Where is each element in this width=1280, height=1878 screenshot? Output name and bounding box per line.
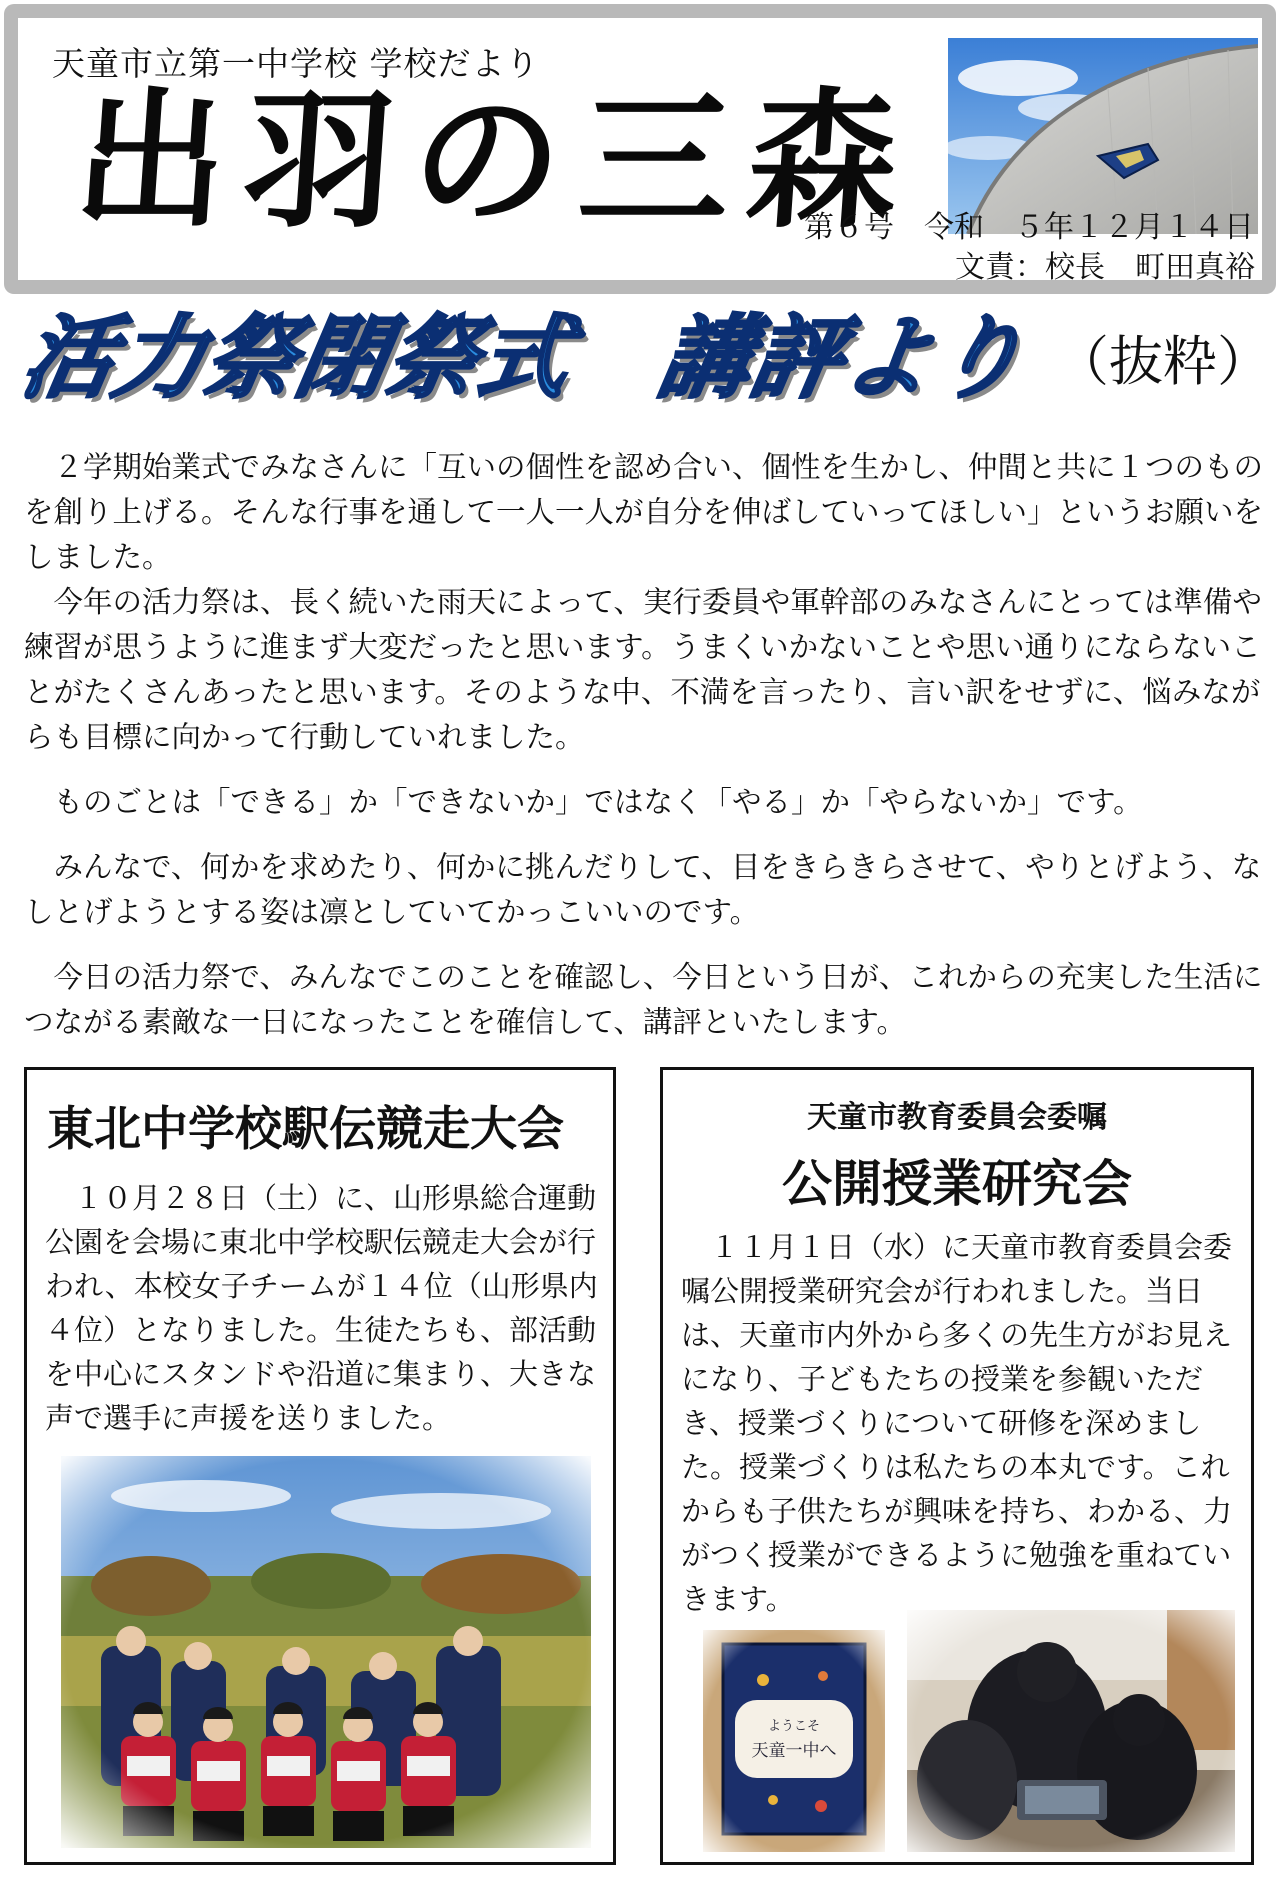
principal-review-article: [24, 445, 1264, 1045]
welcome-poster-photo: [703, 1630, 885, 1852]
article-paragraph: ものごとは「できる」か「できないか」ではなく「やる」か「やらないか」です。: [53, 785, 1143, 819]
main-heading: [14, 300, 1271, 411]
classroom-image: [907, 1610, 1235, 1852]
article-paragraph: 今年の活力祭は、長く続いた雨天によって、実行委員や軍幹部のみなさんにとっては準備や練習が思うように進まず大変だったと思います。うまくいかないことや思い通りにならないことがたくさんあったと思います。そのような中、不満を言ったり、言い訳をせずに、悩みながらも目標に向かって行動していれました。: [24, 585, 1262, 754]
open-lesson-article-box: [660, 1067, 1254, 1865]
classroom-photo: [907, 1610, 1235, 1852]
open-lesson-kicker: 天童市教育委員会委嘱: [807, 1100, 1107, 1135]
ekiden-team-photo: [61, 1456, 591, 1848]
ekiden-title: 東北中学校駅伝競走大会: [47, 1102, 564, 1157]
article-paragraph: みんなで、何かを求めたり、何かに挑んだりして、目をきらきらさせて、やりとげよう、なしとげようとする姿は凛としていてかっこいいのです。: [24, 850, 1262, 929]
school-name: 天童市立第一中学校 学校だより: [52, 44, 540, 83]
article-paragraph: ２学期始業式でみなさんに「互いの個性を認め合い、個性を生かし、仲間と共に１つのものを創り上げる。そんな行事を通して一人一人が自分を伸ばしていってほしい」というお願いをしました。: [24, 450, 1264, 574]
masthead: [18, 18, 1262, 285]
ekiden-text: １０月２８日（土）に、山形県総合運動公園を会場に東北中学校駅伝競走大会が行われ、本校女子チームが１４位（山形県内４位）となりました。生徒たちも、部活動を中心にスタンドや沿道に集まり、大きな声で選手に声援を送りました。: [45, 1181, 598, 1435]
main-heading-note: （抜粋）: [1055, 330, 1271, 393]
newsletter-title: 出羽の三森: [69, 73, 923, 249]
open-lesson-title: 公開授業研究会: [782, 1155, 1132, 1213]
author: 文責：校長 町田真裕: [955, 250, 1255, 285]
issue-date: 第６号 令和 ５年１２月１４日: [804, 210, 1254, 245]
welcome-poster-image: [703, 1630, 885, 1852]
main-heading-title: 活力祭閉祭式 講評より: [14, 305, 1035, 411]
open-lesson-text: １１月１日（水）に天童市教育委員会委嘱公開授業研究会が行われました。当日は、天童市内外から多くの先生方がお見えになり、子どもたちの授業を参観いただき、授業づくりについて研修を深めました。授業づくりは私たちの本丸です。これからも子供たちが興味を持ち、わかる、力がつく授業ができるように勉強を重ねていきます。: [681, 1230, 1233, 1616]
ekiden-team-image: [61, 1456, 591, 1848]
article-paragraph: 今日の活力祭で、みんなでこのことを確認し、今日という日が、これからの充実した生活につながる素敵な一日になったことを確信して、講評といたします。: [24, 960, 1263, 1039]
masthead-frame: [4, 4, 1276, 294]
ekiden-article-box: [24, 1067, 616, 1865]
